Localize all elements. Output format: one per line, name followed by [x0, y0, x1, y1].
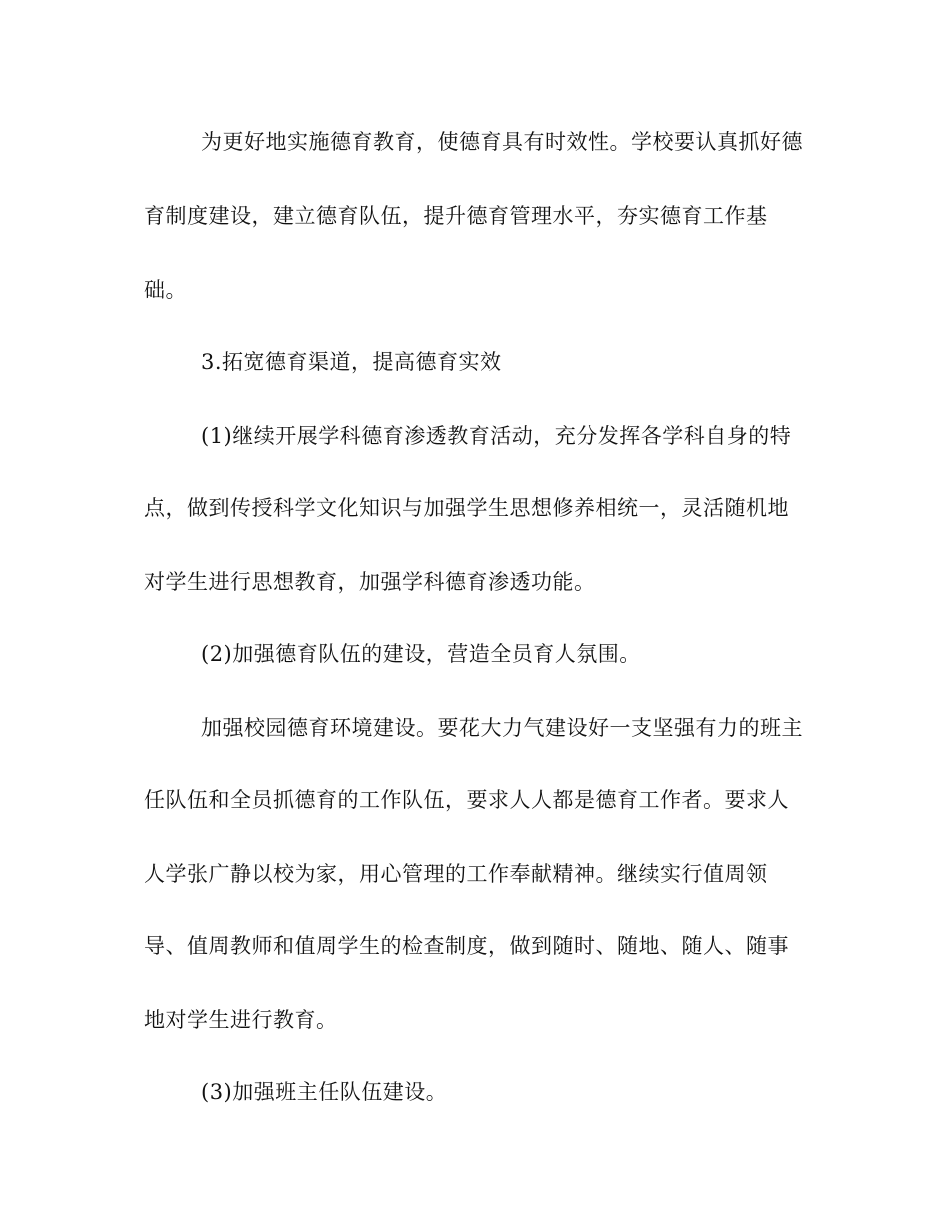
paragraph-line: (2)加强德育队伍的建设，营造全员育人氛围。 — [201, 642, 641, 666]
paragraph-line: 加强校园德育环境建设。要花大力气建设好一支坚强有力的班主 — [201, 716, 803, 740]
paragraph-line: 对学生进行思想教育，加强学科德育渗透功能。 — [144, 570, 596, 594]
paragraph-line: 人学张广静以校为家，用心管理的工作奉献精神。继续实行值周领 — [144, 862, 768, 886]
section-heading: 3.拓宽德育渠道，提高德育实效 — [201, 350, 502, 374]
paragraph-line: 为更好地实施德育教育，使德育具有时效性。学校要认真抓好德 — [201, 130, 803, 154]
paragraph-line: (1)继续开展学科德育渗透教育活动，充分发挥各学科自身的特 — [201, 424, 792, 448]
paragraph-line: 点，做到传授科学文化知识与加强学生思想修养相统一，灵活随机地 — [144, 496, 789, 520]
paragraph-line: 础。 — [144, 278, 187, 302]
paragraph-line: 地对学生进行教育。 — [144, 1008, 338, 1032]
paragraph-line: 导、值周教师和值周学生的检查制度，做到随时、随地、随人、随事 — [144, 934, 789, 958]
paragraph-line: (3)加强班主任队伍建设。 — [201, 1080, 448, 1104]
paragraph-line: 育制度建设，建立德育队伍，提升德育管理水平，夯实德育工作基 — [144, 204, 768, 228]
paragraph-line: 任队伍和全员抓德育的工作队伍，要求人人都是德育工作者。要求人 — [144, 788, 789, 812]
